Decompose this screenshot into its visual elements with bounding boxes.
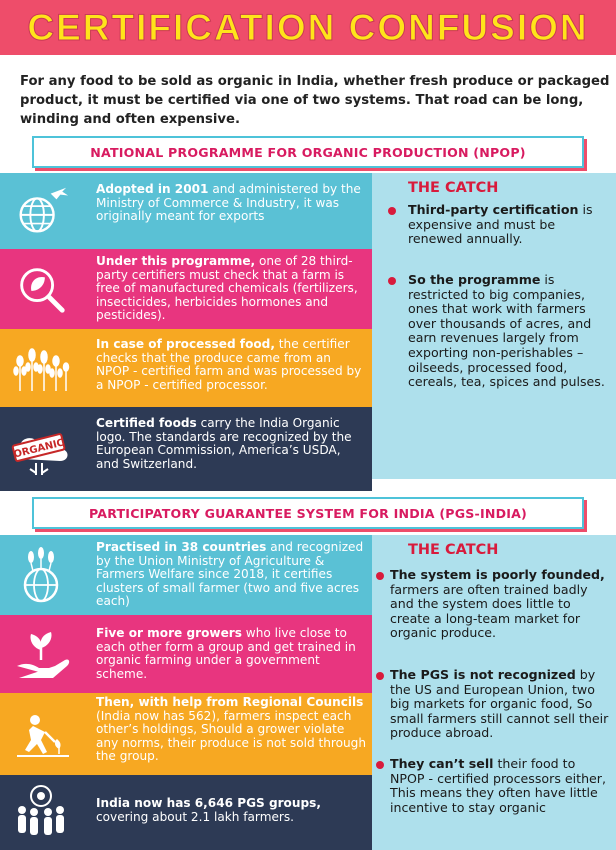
bullet: [376, 572, 384, 580]
npop-catch-item-1: Third-party certification is expensive and must be renewed annually.: [408, 202, 593, 247]
pgs-catch-title: THE CATCH: [408, 542, 499, 558]
bullet: [376, 672, 384, 680]
pgs-block-3: [0, 693, 372, 775]
farmer-planting-icon: [0, 693, 82, 775]
npop-catch-title: THE CATCH: [408, 180, 499, 196]
globe-plane-icon: [0, 173, 82, 249]
npop-block-2: [0, 249, 372, 329]
hand-plant-icon: [0, 615, 82, 693]
pgs-catch-item-3: They can’t sell their food to NPOP - certified processors either, This means they often have little incentive to stay organic: [390, 756, 606, 815]
pgs-heading: PARTICIPATORY GUARANTEE SYSTEM FOR INDIA (PGS-INDIA): [32, 497, 584, 529]
pgs-block-1-text: Practised in 38 countries and recognized by the Union Ministry of Agriculture & Farmers Welfare since 2018, it certifies clusters of small farmer (two and five acres each): [96, 540, 364, 609]
pgs-catch-item-2: The PGS is not recognized by the US and European Union, two big markets for organic food, So small farmers still cannot sell their produce abroad.: [390, 667, 609, 741]
npop-block-2-text: Under this programme, one of 28 third-party certifiers must check that a farm is free of manufactured chemicals (fertilizers, insecticides, herbicides hormones and pesticides).: [96, 254, 358, 323]
npop-block-1-text: Adopted in 2001 and administered by the Ministry of Commerce & Industry, it was originally meant for exports: [96, 182, 361, 224]
pgs-block-3-text: Then, with help from Regional Councils (India now has 562), farmers inspect each other’s holdings, Should a grower violate any norms, their produce is not sold through the group.: [96, 695, 367, 764]
bullet: [376, 761, 384, 769]
npop-catch-item-2: So the programme is restricted to big companies, ones that work with farmers over thousands of acres, and earn revenues largely from exporting non-perishables – oilseeds, processed food, cereals, tea, spices and pulses.: [408, 272, 605, 390]
npop-block-4-text: Certified foods carry the India Organic logo. The standards are recognized by the European Commission, America’s USDA, and Switzerland.: [96, 416, 352, 471]
npop-heading: NATIONAL PROGRAMME FOR ORGANIC PRODUCTION (NPOP): [32, 136, 584, 168]
pgs-catch-panel: [372, 535, 616, 850]
npop-block-3: [0, 329, 372, 407]
organic-stamp-icon: [0, 407, 82, 491]
pgs-block-2-text: Five or more growers who live close to each other form a group and get trained in organic farming under a government scheme.: [96, 626, 356, 681]
wheat-icon: [0, 329, 82, 407]
bullet: [388, 207, 396, 215]
pgs-block-2: [0, 615, 372, 693]
intro-paragraph: For any food to be sold as organic in India, whether fresh produce or packaged product, it must be certified via one of two systems. That road can be long, winding and often expensive.: [20, 74, 610, 127]
pgs-block-4: [0, 775, 372, 850]
organic-stamp-label: ORGANIC: [12, 437, 66, 461]
page-title: CERTIFICATION CONFUSION: [27, 6, 589, 48]
pgs-block-4-text: India now has 6,646 PGS groups, covering about 2.1 lakh farmers.: [96, 796, 321, 824]
pgs-catch-item-1: The system is poorly founded, farmers are often trained badly and the system does little to create a long-team market for organic produce.: [390, 567, 605, 641]
people-group-icon: [0, 775, 82, 850]
npop-block-1: [0, 173, 372, 249]
npop-block-3-text: In case of processed food, the certifier checks that the produce came from an NPOP - certified farm and was processed by a NPOP - certified processor.: [96, 337, 362, 392]
bullet: [388, 277, 396, 285]
pgs-block-1: [0, 535, 372, 615]
leaf-magnifier-icon: [0, 249, 82, 329]
wheat-globe-icon: [0, 535, 82, 615]
title-banner: [0, 0, 616, 55]
npop-block-4: [0, 407, 372, 491]
npop-catch-panel: [372, 173, 616, 479]
